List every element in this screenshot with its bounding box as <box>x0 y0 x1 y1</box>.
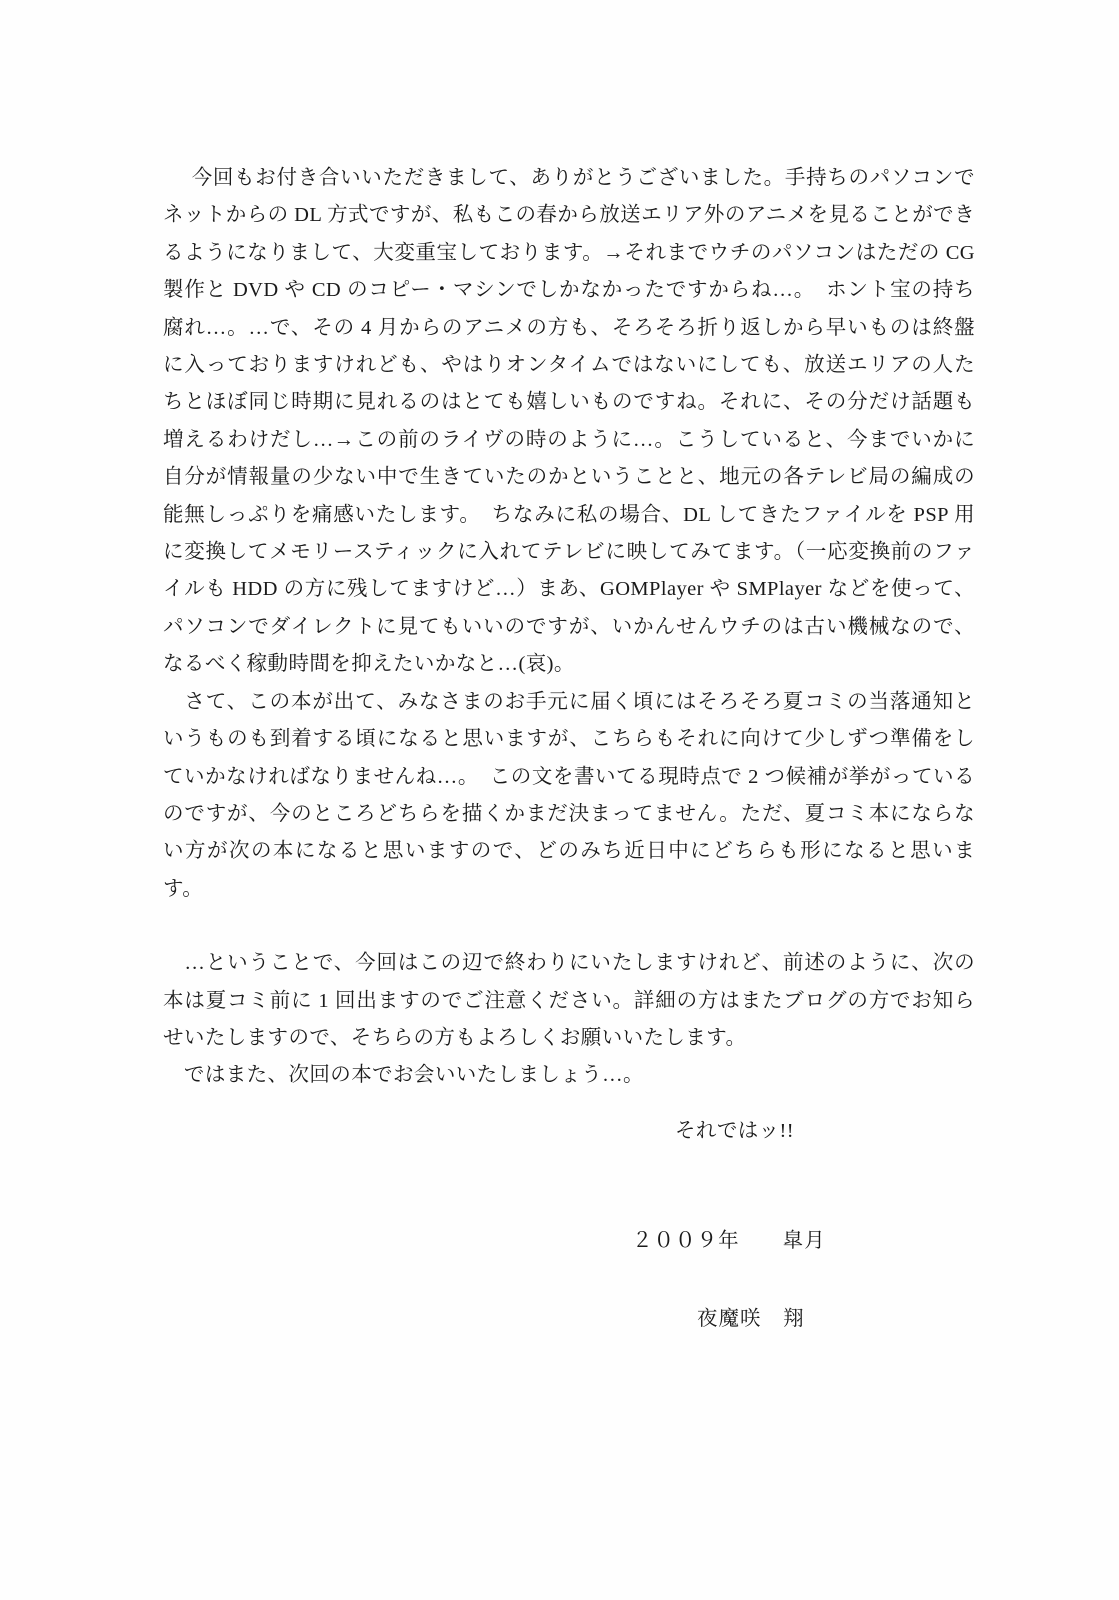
author-signature: 夜魔咲 翔 <box>697 1308 805 1330</box>
afterword-body <box>163 160 975 1095</box>
paragraph-1: 今回もお付き合いいただきまして、ありがとうございました。手持ちのパソコンでネットからの DL 方式ですが、私もこの春から放送エリア外のアニメを見ることができるようになりまして、大変重宝しております。→それまでウチのパソコンはただの CG 製作と DVD や CD のコピー・マシンでしかなかったですからね…。 ホント宝の持ち腐れ…。…で、その 4 月からのアニメの方も、そろそろ折り返しから早いものは終盤に入っておりますけれども、やはりオンタイムではないにしても、放送エリアの人たちとほぼ同じ時期に見れるのはとても嬉しいものですね。それに、その分だけ話題も増えるわけだし…→この前のライヴの時のように…。こうしていると、今までいかに自分が情報量の少ない中で生きていたのかということと、地元の各テレビ局の編成の能無しっぷりを痛感いたします。 ちなみに私の場合、DL してきたファイルを PSP 用に変換してメモリースティックに入れてテレビに映してみてます。（一応変換前のファイルも HDD の方に残してますけど…）まあ、GOMPlayer や SMPlayer などを使って、パソコンでダイレクトに見てもいいのですが、いかんせんウチのは古い機械なので、なるべく稼動時間を抑えたいかなと…(哀)。 <box>163 167 975 676</box>
exclamation-line: それではッ!! <box>675 1120 795 1142</box>
date-line: ２００９年 皐月 <box>632 1230 826 1252</box>
paragraph-spacer <box>163 908 975 945</box>
paragraph-2: さて、この本が出て、みなさまのお手元に届く頃にはそろそろ夏コミの当落通知というものも到着する頃になると思いますが、こちらもそれに向けて少しずつ準備をしていかなければなりませんね…。 この文を書いてる現時点で 2 つ候補が挙がっているのですが、今のところどちらを描くかまだ決まってません。ただ、夏コミ本にならない方が次の本になると思いますので、どのみち近日中にどちらも形になると思います。 <box>163 690 975 900</box>
paragraph-4: ではまた、次回の本でお会いいたしましょう…。 <box>163 1064 644 1087</box>
paragraph-3: …ということで、今回はこの辺で終わりにいたしますけれど、前述のように、次の本は夏コミ前に 1 回出ますのでご注意ください。詳細の方はまたブログの方でお知らせいたしますので、そちらの方もよろしくお願いいたします。 <box>163 952 975 1049</box>
